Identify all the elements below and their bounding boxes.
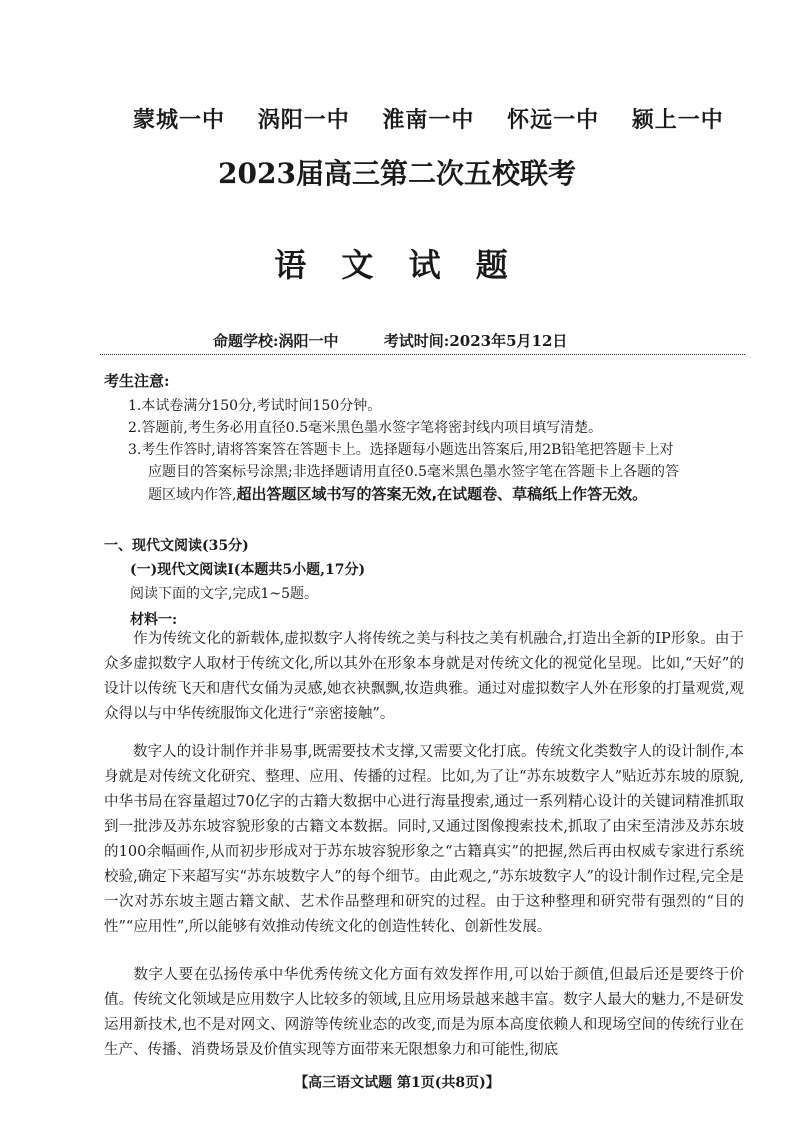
school-name: 淮南一中 — [382, 107, 475, 133]
school-name: 涡阳一中 — [257, 107, 350, 133]
exam-date: 考试时间:2023年5月12日 — [383, 332, 568, 350]
notice-item: 1.本试卷满分150分,考试时间150分钟。 — [128, 398, 382, 414]
subject-title: 语 文 试 题 — [274, 246, 520, 284]
instruction: 阅读下面的文字,完成1~5题。 — [130, 586, 318, 602]
exam-meta — [213, 330, 567, 351]
section-title: 一、现代文阅读(35分) — [104, 538, 249, 554]
exam-title: 2023届高三第二次五校联考 — [218, 157, 576, 190]
page-footer: 【高三语文试题 第1页(共8页)】 — [294, 1075, 500, 1091]
setter-school: 命题学校:涡阳一中 — [213, 332, 339, 350]
paragraph: 数字人要在弘扬传承中华优秀传统文化方面有效发挥作用,可以始于颜值,但最后还是要终于价值。传统文化领域是应用数字人比较多的领域,且应用场景越来越丰富。数字人最大的魅力,不是研发运用新技术,也不是对网文、网游等传统业态的改变,而是为原本高度依赖人和现场空间的传统行业在生产、传播、消费场景及价值实现等方面带来无限想象力和可能性,彻底 — [104, 967, 744, 1058]
material-label: 材料一: — [130, 612, 178, 628]
school-name: 蒙城一中 — [133, 107, 226, 133]
school-name: 怀远一中 — [507, 107, 600, 133]
notice-emphasis: 超出答题区域书写的答案无效,在试题卷、草稿纸上作答无效。 — [236, 485, 648, 503]
divider — [100, 354, 745, 355]
paragraph: 作为传统文化的新载体,虚拟数字人将传统之美与科技之美有机融合,打造出全新的IP形象。由于众多虚拟数字人取材于传统文化,所以其外在形象本身就是对传统文化的视觉化呈现。比如,“天好”的设计以传统飞天和唐代女俑为灵感,她衣袂飘飘,妆造典雅。通过对虚拟数字人外在形象的打量观赏,观众得以与中华传统服饰文化进行“亲密接触”。 — [104, 631, 744, 722]
notice-item: 3.考生作答时,请将答案答在答题卡上。选择题每小题选出答案后,用2B铅笔把答题卡上对 — [128, 442, 674, 458]
paragraph: 数字人的设计制作并非易事,既需要技术支撑,又需要文化打底。传统文化类数字人的设计制作,本身就是对传统文化研究、整理、应用、传播的过程。比如,为了让“苏东坡数字人”贴近苏东坡的原貌,中华书局在容量超过70亿字的古籍大数据中心进行海量搜索,通过一系列精心设计的关键词精准抓取到一批涉及苏东坡容貌形象的古籍文本数据。同时,又通过图像搜索技术,抓取了由宋至清涉及苏东坡的100余幅画作,从而初步形成对于苏东坡容貌形象之“古籍真实”的把握,然后再由权威专家进行系统校验,确定下来超写实“苏东坡数字人”的每个细节。由此观之,“苏东坡数字人”的设计制作过程,完全是一次对苏东坡主题古籍文献、艺术作品整理和研究的过程。由于这种整理和研究带有强烈的“目的性”“应用性”,所以能够有效推动传统文化的创造性转化、创新性发展。 — [104, 744, 744, 935]
notice-text: 题区域内作答, — [148, 487, 237, 503]
subsection-title: (一)现代文阅读Ⅰ(本题共5小题,17分) — [130, 562, 366, 578]
notice-item-continued — [148, 483, 647, 504]
notice-item: 2.答题前,考生务必用直径0.5毫米黑色墨水签字笔将密封线内项目填写清楚。 — [128, 420, 603, 436]
school-name: 颍上一中 — [631, 107, 724, 133]
notice-title: 考生注意: — [104, 372, 170, 390]
schools-line — [133, 103, 723, 134]
notice-item-continued: 应题目的答案标号涂黑;非选择题请用直径0.5毫米黑色墨水签字笔在答题卡上各题的答 — [148, 464, 679, 480]
